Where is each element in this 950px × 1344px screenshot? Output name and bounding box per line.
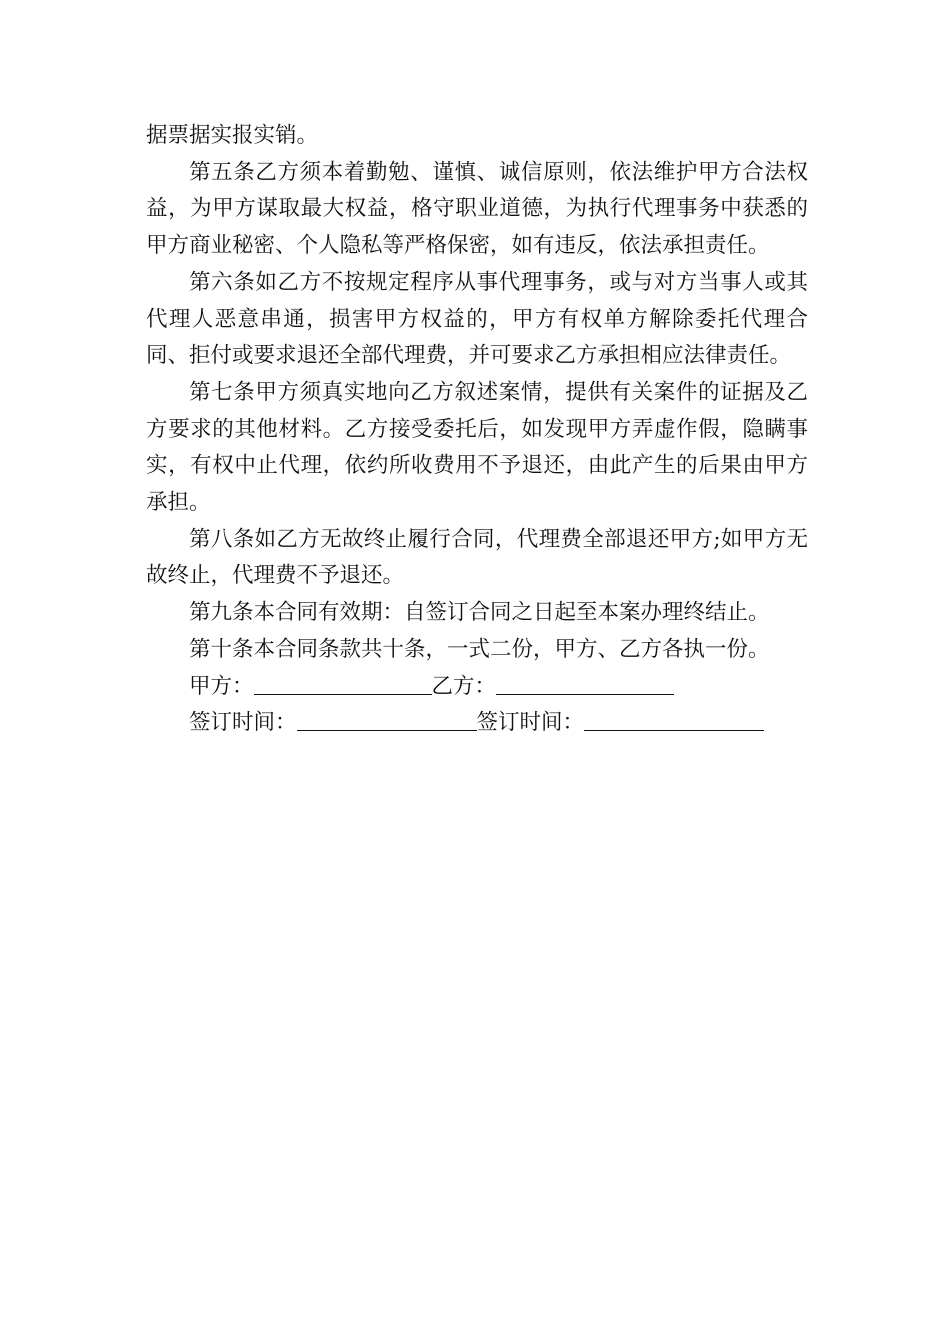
- party-a-label: 甲方：: [189, 673, 254, 699]
- clause-7: 第七条甲方须真实地向乙方叙述案情，提供有关案件的证据及乙方要求的其他材料。乙方接受委托后，如发现甲方弄虚作假，隐瞒事实，有权中止代理，依约所收费用不予退还，由此产生的后果由甲方承担。: [146, 379, 808, 516]
- clause-9: 第九条本合同有效期：自签订合同之日起至本案办理终结止。: [189, 600, 770, 626]
- clause-10: 第十条本合同条款共十条，一式二份，甲方、乙方各执一份。: [189, 636, 770, 662]
- party-b-signature-blank: [496, 672, 674, 695]
- clause-8: 第八条如乙方无故终止履行合同，代理费全部退还甲方;如甲方无故终止，代理费不予退还。: [146, 526, 808, 589]
- clause-5: 第五条乙方须本着勤勉、谨慎、诚信原则，依法维护甲方合法权益，为甲方谋取最大权益，格守职业道德，为执行代理事务中获悉的甲方商业秘密、个人隐私等严格保密，如有违反，依法承担责任。: [146, 159, 808, 259]
- sign-time-label-a: 签订时间：: [189, 710, 297, 736]
- sign-time-label-b: 签订时间：: [476, 710, 585, 736]
- party-b-label: 乙方：: [431, 673, 497, 699]
- contract-body: [146, 118, 808, 742]
- clause-6: 第六条如乙方不按规定程序从事代理事务，或与对方当事人或其代理人恶意串通，损害甲方权益的，甲方有权单方解除委托代理合同、拒付或要求退还全部代理费，并可要求乙方承担相应法律责任。: [146, 269, 808, 369]
- signature-parties-line: [146, 669, 808, 706]
- paragraph-continuation: 据票据实报实销。: [146, 123, 319, 148]
- party-a-signature-blank: [254, 672, 432, 695]
- sign-time-a-blank: [297, 708, 477, 731]
- signature-dates-line: [146, 705, 808, 742]
- sign-time-b-blank: [584, 708, 764, 731]
